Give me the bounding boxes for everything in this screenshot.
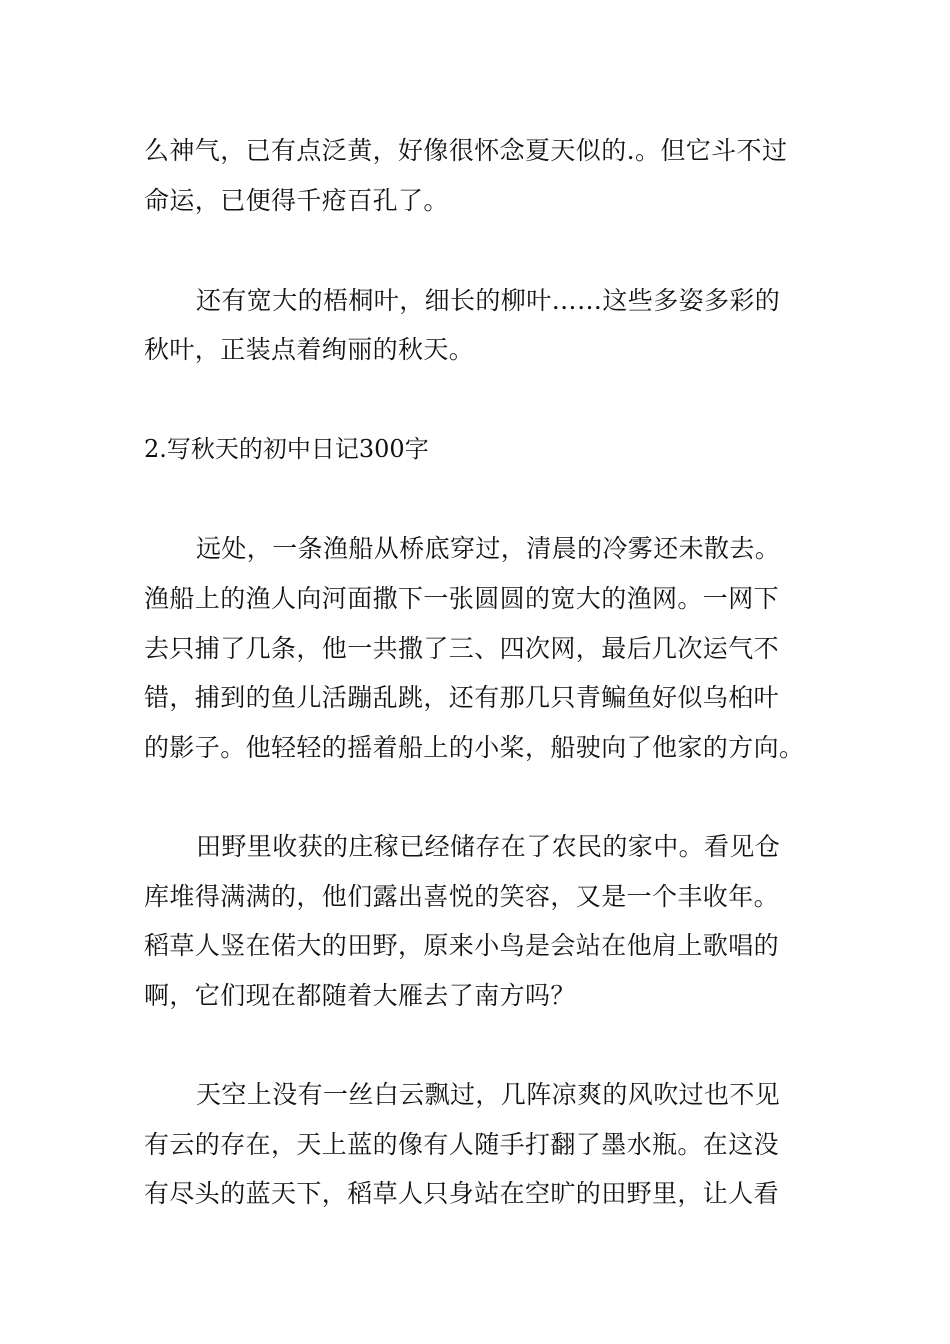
paragraph-2-line-2: 秋叶，正装点着绚丽的秋天。 xyxy=(144,335,475,364)
paragraph-5-line-3: 有尽头的蓝天下，稻草人只身站在空旷的田野里，让人看 xyxy=(144,1179,780,1208)
paragraph-4-line-1: 田野里收获的庄稼已经储存在了农民的家中。看见仓 xyxy=(196,832,781,861)
paragraph-4-line-4: 啊，它们现在都随着大雁去了南方吗？ xyxy=(144,981,576,1010)
paragraph-4-line-2: 库堆得满满的，他们露出喜悦的笑容，又是一个丰收年。 xyxy=(144,882,780,911)
paragraph-1-line-1: 么神气，已有点泛黄，好像很怀念夏天似的.。但它斗不过 xyxy=(144,136,788,165)
paragraph-3-line-1: 远处，一条渔船从桥底穿过，清晨的冷雾还未散去。 xyxy=(196,534,781,563)
section-heading: 2.写秋天的初中日记300字 xyxy=(144,435,429,463)
paragraph-5-line-2: 有云的存在，天上蓝的像有人随手打翻了墨水瓶。在这没 xyxy=(144,1130,780,1159)
paragraph-2-line-1: 还有宽大的梧桐叶，细长的柳叶……这些多姿多彩的 xyxy=(196,286,781,315)
paragraph-4-line-3: 稻草人竖在偌大的田野，原来小鸟是会站在他肩上歌唱的 xyxy=(144,931,780,960)
paragraph-3-line-4: 错，捕到的鱼儿活蹦乱跳，还有那几只青鳊鱼好似乌桕叶 xyxy=(144,683,780,712)
paragraph-1-line-2: 命运，已便得千疮百孔了。 xyxy=(144,186,449,215)
paragraph-3-line-5: 的影子。他轻轻的摇着船上的小桨，船驶向了他家的方向。 xyxy=(144,733,805,762)
paragraph-3-line-2: 渔船上的渔人向河面撒下一张圆圆的宽大的渔网。一网下 xyxy=(144,584,780,613)
paragraph-5-line-1: 天空上没有一丝白云飘过，几阵凉爽的风吹过也不见 xyxy=(196,1080,781,1109)
paragraph-3-line-3: 去只捕了几条，他一共撒了三、四次网，最后几次运气不 xyxy=(144,634,780,663)
